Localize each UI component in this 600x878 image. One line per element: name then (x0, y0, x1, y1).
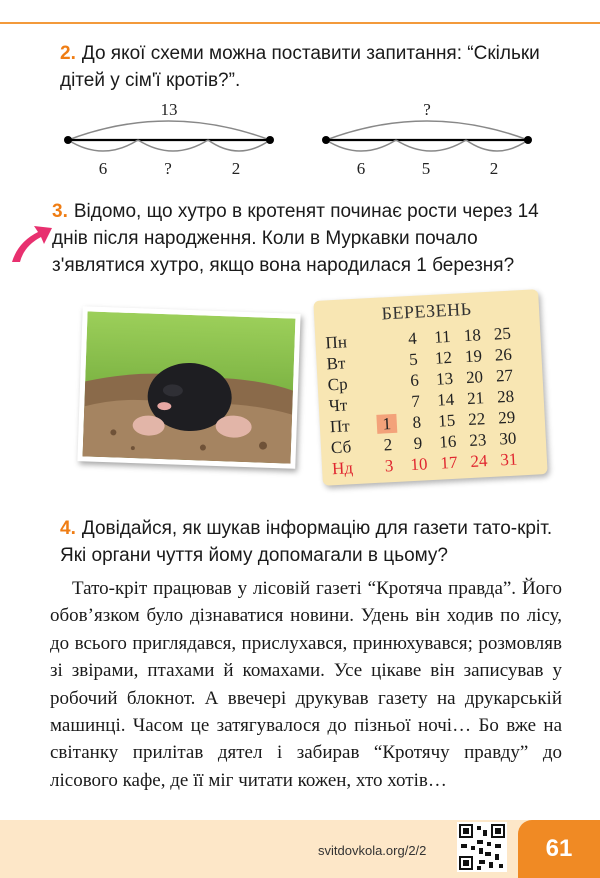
date: 24 (469, 450, 488, 471)
march-calendar (313, 289, 547, 486)
highlighted-date (371, 413, 402, 436)
footer-band (0, 820, 600, 878)
date: 17 (439, 452, 458, 473)
date: 11 (433, 326, 452, 347)
date: 30 (498, 428, 517, 448)
task-text: До якої схеми можна поставити запитання: “Скільки дітей у сім'ї кротів?”. (60, 43, 540, 91)
date: 12 (434, 347, 453, 368)
date: 5 (408, 349, 419, 369)
weekday: Пн (325, 331, 348, 352)
date (368, 350, 399, 373)
date: 2 (383, 434, 393, 455)
weekday: Нд (331, 457, 354, 478)
date: 3 (384, 455, 394, 475)
date: 6 (409, 370, 420, 390)
scheme-left-part-2: ? (164, 159, 172, 178)
date: 7 (410, 391, 421, 411)
date: 23 (468, 429, 487, 450)
mole-photo (77, 306, 300, 469)
date: 26 (494, 344, 513, 365)
calendar-grid (325, 322, 524, 479)
date: 8 (412, 412, 422, 432)
date: 25 (493, 323, 512, 344)
footer-link[interactable]: svitdovkola.org/2/2 (318, 843, 427, 858)
scheme-right-part-3: 2 (489, 159, 499, 178)
mole-image (83, 311, 296, 463)
date: 20 (465, 366, 484, 387)
date: 22 (467, 408, 486, 429)
date: 14 (436, 389, 455, 410)
segment-schemes (40, 92, 560, 182)
qr-code-icon[interactable] (457, 822, 507, 872)
date: 28 (496, 386, 515, 407)
date (369, 371, 400, 394)
task-2 (60, 40, 580, 94)
calendar-title: БЕРЕЗЕНЬ (381, 298, 472, 324)
date (370, 392, 401, 415)
story-text: Тато-кріт працював у лісовій газеті “Кротяча правда”. Його обов’язком було дізнаватися новини. Удень він ходив по лісу, до всього приглядався, прислухався, принюхувався; розмовляв зі звірами, птахами й комахами. Усе цікаве він записував у робочий блокнот. А ввечері друкував газету на друкарській машинці. Часом це затягувалося до пізньої ночі… Бо вже на світанку прилітав дятел і забирав “Кротячу правду” до лісового кафе, де її міг читати кожен, хто хотів… (50, 578, 562, 791)
date: 29 (497, 407, 516, 427)
scheme-right (322, 100, 532, 178)
task-number: 2. (60, 43, 76, 64)
scheme-right-total: ? (423, 100, 431, 119)
date: 15 (437, 410, 456, 431)
task-text: Довідайся, як шукав інформацію для газети тато-кріт. Які органи чуття йому допомагали в цьому? (60, 518, 553, 566)
weekday: Сб (330, 436, 352, 457)
scheme-left-part-3: 2 (231, 159, 241, 178)
date: 19 (464, 345, 483, 366)
date (367, 329, 398, 352)
date: 27 (495, 365, 514, 386)
date: 4 (407, 328, 418, 348)
task-4 (60, 515, 580, 569)
page-number: 61 (518, 820, 600, 878)
date: 9 (413, 433, 423, 453)
weekday: Чт (328, 394, 348, 415)
task-text: Відомо, що хутро в кротенят починає рости через 14 днів після народження. Коли в Муркавки почало з'являтися хутро, якщо вона народилася 1 березня? (52, 201, 539, 276)
weekday: Ср (327, 373, 349, 394)
scheme-left (64, 100, 274, 178)
date: 18 (463, 324, 482, 345)
top-rule (0, 22, 600, 24)
task-3 (52, 198, 572, 279)
task-number: 4. (60, 518, 76, 539)
date: 31 (499, 449, 518, 469)
weekday: Вт (326, 352, 346, 373)
date: 10 (409, 453, 428, 474)
date: 21 (466, 387, 485, 408)
weekday: Пт (329, 415, 351, 436)
scheme-right-part-2: 5 (421, 159, 431, 178)
task-number: 3. (52, 201, 68, 222)
pointer-arrow-icon (10, 222, 54, 266)
date: 16 (438, 431, 457, 452)
scheme-right-part-1: 6 (356, 159, 366, 178)
date: 13 (435, 368, 454, 389)
scheme-left-part-1: 6 (98, 159, 108, 178)
date: 1 (376, 413, 397, 433)
scheme-left-total: 13 (160, 100, 178, 119)
